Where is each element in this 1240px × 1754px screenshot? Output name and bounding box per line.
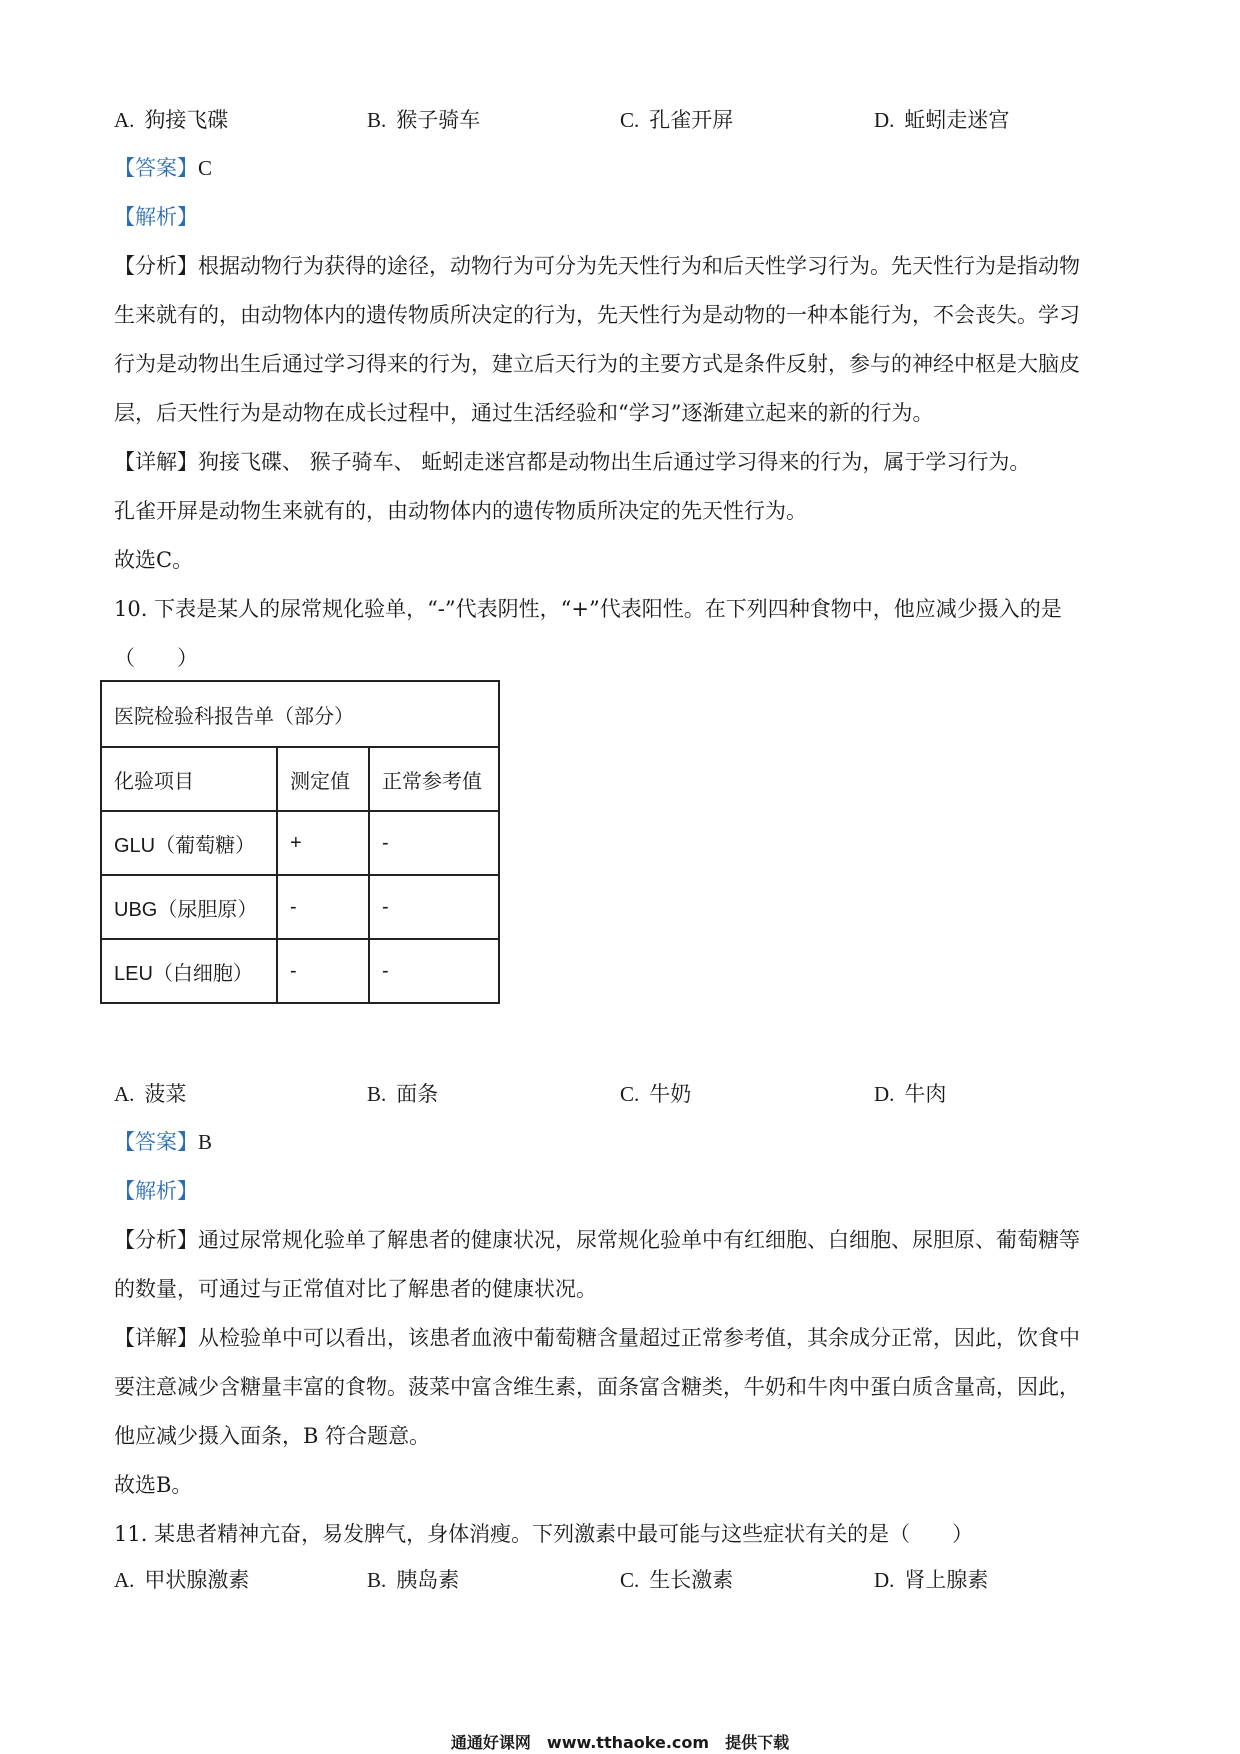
q9-option-d: D. 蚯蚓走迷宫 — [874, 108, 1010, 132]
lab-report-table — [100, 680, 500, 1004]
table-cell: + — [277, 811, 369, 875]
table-cell: UBG（尿胆原） — [101, 875, 277, 939]
q11-option-b: B. 胰岛素 — [367, 1568, 460, 1592]
table-cell: - — [369, 811, 499, 875]
q11-option-d: D. 肾上腺素 — [874, 1568, 989, 1592]
q10-analysis-heading: 【解析】 — [114, 1179, 198, 1203]
q10-fenxi-line-1: 【分析】通过尿常规化验单了解患者的健康状况，尿常规化验单中有红细胞、白细胞、尿胆原、葡萄糖等 — [114, 1228, 1080, 1252]
q10-answer: 【答案】B — [114, 1130, 213, 1154]
q10-detail-line-3: 他应减少摄入面条，B 符合题意。 — [114, 1424, 431, 1448]
q9-fenxi-line-2: 生来就有的，由动物体内的遗传物质所决定的行为，先天性行为是动物的一种本能行为，不会丧失。学习 — [114, 303, 1080, 327]
q10-option-c: C. 牛奶 — [620, 1082, 692, 1106]
q10-conclusion: 故选B。 — [114, 1473, 193, 1497]
page-footer: 通通好课网 www.tthaoke.com 提供下载 — [450, 1733, 790, 1752]
q10-stem-line-1: 10. 下表是某人的尿常规化验单，“-”代表阴性，“+”代表阳性。在下列四种食物中，他应减少摄入的是 — [114, 597, 1062, 621]
q11-stem: 11. 某患者精神亢奋，易发脾气，身体消瘦。下列激素中最可能与这些症状有关的是（ ） — [114, 1522, 974, 1546]
table-cell: LEU（白细胞） — [101, 939, 277, 1003]
q10-detail-line-1: 【详解】从检验单中可以看出，该患者血液中葡萄糖含量超过正常参考值，其余成分正常，因此，饮食中 — [114, 1326, 1080, 1350]
q10-options — [114, 1078, 1134, 1118]
q11-options — [114, 1564, 1134, 1604]
col-header-measured: 测定值 — [277, 747, 369, 811]
q10-option-d: D. 牛肉 — [874, 1082, 947, 1106]
q9-fenxi-line-3: 行为是动物出生后通过学习得来的行为，建立后天行为的主要方式是条件反射，参与的神经中枢是大脑皮 — [114, 352, 1080, 376]
q9-fenxi-line-1: 【分析】根据动物行为获得的途径，动物行为可分为先天性行为和后天性学习行为。先天性行为是指动物 — [114, 254, 1080, 278]
q9-option-a: A. 狗接飞碟 — [114, 108, 229, 132]
q10-detail-line-2: 要注意减少含糖量丰富的食物。菠菜中富含维生素，面条富含糖类，牛奶和牛肉中蛋白质含量高，因此， — [114, 1375, 1080, 1399]
table-cell: - — [277, 875, 369, 939]
table-cell: - — [277, 939, 369, 1003]
table-row — [101, 875, 499, 939]
table-title-row — [101, 681, 499, 747]
q9-detail-line-1: 【详解】狗接飞碟、 猴子骑车、 蚯蚓走迷宫都是动物出生后通过学习得来的行为，属于学习行为。 — [114, 450, 1031, 474]
q11-option-c: C. 生长激素 — [620, 1568, 734, 1592]
q9-answer: 【答案】C — [114, 156, 213, 180]
q9-fenxi-line-4: 层，后天性行为是动物在成长过程中，通过生活经验和“学习”逐渐建立起来的新的行为。 — [114, 401, 934, 425]
q10-stem-line-2: （ ） — [114, 646, 198, 670]
q9-analysis-heading: 【解析】 — [114, 205, 198, 229]
q11-option-a: A. 甲状腺激素 — [114, 1568, 250, 1592]
table-cell: - — [369, 939, 499, 1003]
table-title: 医院检验科报告单（部分） — [101, 681, 499, 747]
q9-detail-line-2: 孔雀开屏是动物生来就有的，由动物体内的遗传物质所决定的先天性行为。 — [114, 499, 807, 523]
col-header-reference: 正常参考值 — [369, 747, 499, 811]
table-row — [101, 811, 499, 875]
q10-fenxi-line-2: 的数量，可通过与正常值对比了解患者的健康状况。 — [114, 1277, 597, 1301]
col-header-item: 化验项目 — [101, 747, 277, 811]
q9-conclusion: 故选C。 — [114, 548, 194, 572]
q9-option-b: B. 猴子骑车 — [367, 108, 481, 132]
table-cell: - — [369, 875, 499, 939]
table-header-row — [101, 747, 499, 811]
q10-option-a: A. 菠菜 — [114, 1082, 187, 1106]
table-row — [101, 939, 499, 1003]
table-cell: GLU（葡萄糖） — [101, 811, 277, 875]
q9-options — [114, 104, 1134, 144]
q9-option-c: C. 孔雀开屏 — [620, 108, 734, 132]
q10-option-b: B. 面条 — [367, 1082, 439, 1106]
